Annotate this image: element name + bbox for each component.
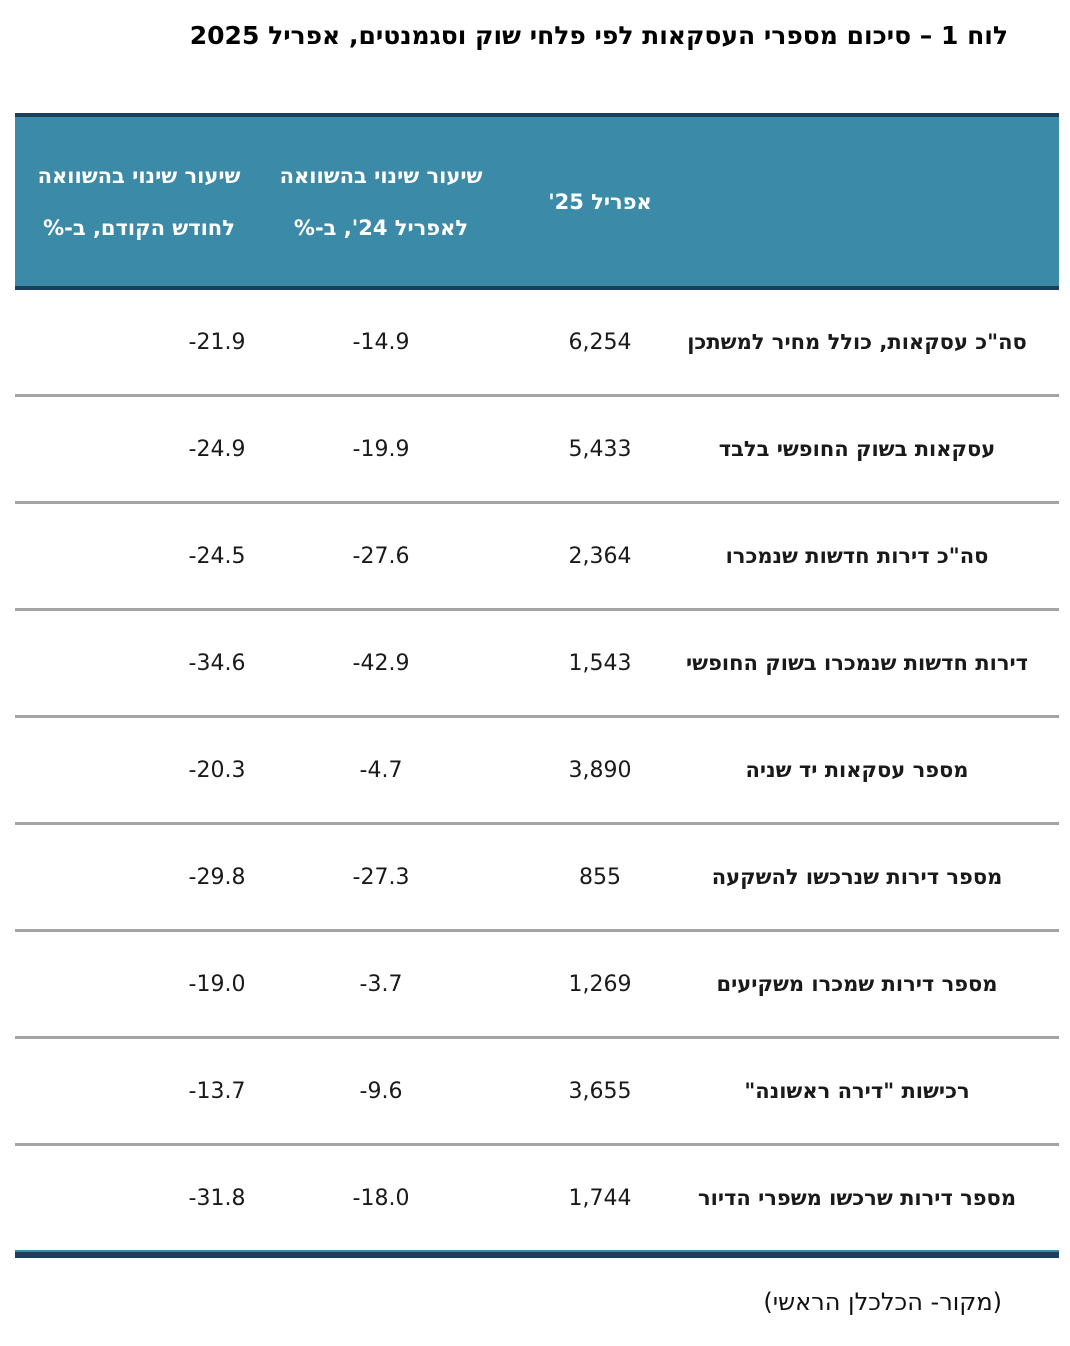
row-april-value: 5,433: [568, 436, 632, 462]
row-april-value: 1,269: [568, 971, 632, 997]
row-mom-value: -24.9: [188, 436, 246, 462]
header-mom-line2: לחודש הקודם, ב-%: [43, 215, 235, 240]
row-yoy-value: -42.9: [352, 650, 410, 676]
table-row: [15, 397, 1059, 504]
row-label: סה"כ עסקאות, כולל מחיר למשתכן: [687, 330, 1027, 354]
row-yoy-value: -19.9: [352, 436, 410, 462]
row-mom-value: -34.6: [188, 650, 246, 676]
row-label: מספר דירות שנרכשו להשקעה: [711, 865, 1003, 889]
header-april-label: אפריל 25': [548, 189, 652, 214]
table-row: [15, 1039, 1059, 1146]
row-label: סה"כ דירות חדשות שנמכרו: [725, 544, 989, 568]
header-yoy-change: [263, 117, 499, 286]
row-yoy-value: -3.7: [359, 971, 403, 997]
row-label: דירות חדשות שנמכרו בשוק החופשי: [686, 651, 1028, 675]
row-mom-value: -29.8: [188, 864, 246, 890]
row-mom-value: -13.7: [188, 1078, 246, 1104]
row-mom-value: -20.3: [188, 757, 246, 783]
header-mom-change: [21, 117, 257, 286]
row-yoy-value: -18.0: [352, 1185, 410, 1211]
table-row: [15, 290, 1059, 397]
row-mom-value: -31.8: [188, 1185, 246, 1211]
row-april-value: 3,890: [568, 757, 632, 783]
table-title: לוח 1 – סיכום מספרי העסקאות לפי פלחי שוק וסגמנטים, אפריל 2025: [189, 21, 1008, 50]
table-bottom-rule: [15, 1250, 1059, 1258]
header-yoy-line2: לאפריל 24', ב-%: [293, 215, 469, 240]
table-row: [15, 932, 1059, 1039]
row-mom-value: -21.9: [188, 329, 246, 355]
row-yoy-value: -27.6: [352, 543, 410, 569]
row-april-value: 1,543: [568, 650, 632, 676]
row-yoy-value: -27.3: [352, 864, 410, 890]
row-label: מספר עסקאות יד שניה: [745, 758, 969, 782]
row-april-value: 3,655: [568, 1078, 632, 1104]
row-label: מספר דירות שמכרו משקיעים: [716, 972, 998, 996]
row-label: מספר דירות שרכשו משפרי הדיור: [697, 1186, 1017, 1210]
row-mom-value: -24.5: [188, 543, 246, 569]
table-row: [15, 504, 1059, 611]
row-label: עסקאות בשוק החופשי בלבד: [718, 437, 996, 461]
row-april-value: 6,254: [568, 329, 632, 355]
summary-table: [15, 113, 1059, 1258]
header-yoy-line1: שיעור שינוי בהשוואה: [279, 163, 483, 188]
row-mom-value: -19.0: [188, 971, 246, 997]
table-header: [15, 117, 1059, 290]
table-row: [15, 1146, 1059, 1250]
row-april-value: 855: [579, 864, 621, 890]
row-april-value: 2,364: [568, 543, 632, 569]
table-row: [15, 825, 1059, 932]
row-yoy-value: -4.7: [359, 757, 403, 783]
row-label: רכישות "דירה ראשונה": [744, 1079, 970, 1103]
header-mom-line1: שיעור שינוי בהשוואה: [37, 163, 241, 188]
row-yoy-value: -14.9: [352, 329, 410, 355]
table-row: [15, 611, 1059, 718]
table-row: [15, 718, 1059, 825]
source-note: (מקור- הכלכלן הראשי): [763, 1288, 1002, 1316]
row-yoy-value: -9.6: [359, 1078, 403, 1104]
header-april: [525, 117, 675, 286]
row-april-value: 1,744: [568, 1185, 632, 1211]
